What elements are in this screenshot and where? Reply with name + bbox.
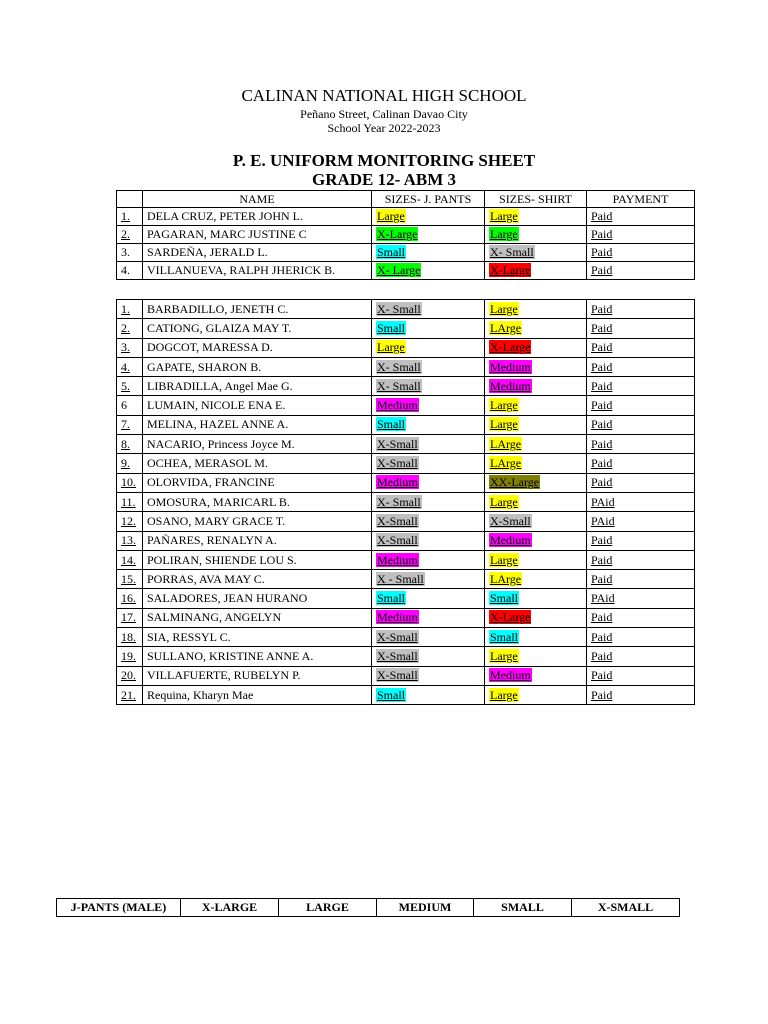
row-number-cell (117, 570, 143, 589)
payment-status-cell (587, 512, 695, 531)
payment-status-cell (587, 685, 695, 704)
pants-size-cell (372, 396, 485, 415)
student-name: PAGARAN, MARC JUSTINE C (147, 227, 307, 241)
pants-size-cell (372, 550, 485, 569)
student-name: MELINA, HAZEL ANNE A. (147, 417, 289, 432)
row-number-cell (117, 589, 143, 608)
payment-status-cell (587, 531, 695, 550)
table-row (117, 435, 695, 454)
student-name-cell (143, 666, 372, 685)
row-number-cell (117, 628, 143, 647)
student-name-cell (143, 226, 372, 244)
payment-status: Paid (591, 417, 613, 432)
table-row (117, 531, 695, 550)
summary-label-pants-male: J-PANTS (MALE) (57, 899, 181, 917)
row-number: 6 (121, 398, 127, 413)
pants-size: X- Small (377, 494, 421, 509)
payment-status: Paid (591, 610, 613, 625)
header-number (117, 191, 143, 208)
table-row (117, 244, 695, 262)
shirt-size-cell (485, 226, 587, 244)
pants-size-cell (372, 338, 485, 357)
table-row (117, 608, 695, 627)
row-number: 4. (121, 359, 130, 374)
pants-size: Small (377, 320, 406, 335)
payment-status: PAid (591, 591, 615, 606)
pants-size: Small (377, 591, 406, 606)
pants-size-cell (372, 589, 485, 608)
pants-size: Small (377, 245, 406, 259)
shirt-size: X-Large (490, 340, 531, 355)
table-row (117, 415, 695, 434)
shirt-size-cell (485, 454, 587, 473)
row-number: 11. (121, 494, 136, 509)
student-name-cell (143, 685, 372, 704)
shirt-size: LArge (490, 320, 522, 335)
table-row (117, 685, 695, 704)
table-row (117, 589, 695, 608)
pants-size-cell (372, 435, 485, 454)
pants-size-cell (372, 666, 485, 685)
student-name: LUMAIN, NICOLE ENA E. (147, 398, 286, 413)
payment-status: Paid (591, 340, 613, 355)
row-number-cell (117, 338, 143, 357)
student-name: CATIONG, GLAIZA MAY T. (147, 320, 292, 335)
student-name-cell (143, 377, 372, 396)
pants-size: X- Small (377, 378, 421, 393)
student-name: BARBADILLO, JENETH C. (147, 301, 289, 316)
school-year: School Year 2022-2023 (327, 121, 441, 135)
pants-size: X-Small (377, 436, 418, 451)
pants-summary-table (56, 898, 680, 917)
table-row (117, 319, 695, 338)
table-row (117, 454, 695, 473)
payment-status: Paid (591, 533, 613, 548)
header-payment: PAYMENT (587, 191, 695, 208)
pants-size-cell (372, 608, 485, 627)
student-name-cell (143, 512, 372, 531)
shirt-size-cell (485, 512, 587, 531)
student-name-cell (143, 473, 372, 492)
pants-size-cell (372, 492, 485, 511)
pants-size-cell (372, 512, 485, 531)
student-name-cell (143, 589, 372, 608)
student-name: PAÑARES, RENALYN A. (147, 533, 277, 548)
payment-status: Paid (591, 301, 613, 316)
payment-status: PAid (591, 513, 615, 528)
student-name: VILLAFUERTE, RUBELYN P. (147, 668, 301, 683)
payment-status-cell (587, 208, 695, 226)
pants-size-cell (372, 244, 485, 262)
payment-status: Paid (591, 227, 613, 241)
student-name: OCHEA, MERASOL M. (147, 456, 268, 471)
shirt-size: Large (490, 398, 518, 413)
pants-size: X- Small (377, 301, 421, 316)
student-name: POLIRAN, SHIENDE LOU S. (147, 552, 297, 567)
pants-size: X- Large (377, 263, 421, 277)
shirt-size-cell (485, 550, 587, 569)
shirt-size: Large (490, 687, 518, 702)
summary-label-medium: MEDIUM (377, 899, 474, 917)
grade-section: GRADE 12- ABM 3 (311, 170, 457, 189)
pants-size: X-Small (377, 668, 418, 683)
table-row (117, 550, 695, 569)
shirt-size-cell (485, 262, 587, 280)
payment-status-cell (587, 550, 695, 569)
student-name-cell (143, 492, 372, 511)
pants-size-cell (372, 208, 485, 226)
summary-label-small: SMALL (474, 899, 572, 917)
payment-status: Paid (591, 629, 613, 644)
shirt-size-cell (485, 319, 587, 338)
table-row (117, 512, 695, 531)
student-name-cell (143, 262, 372, 280)
pants-size: Medium (377, 475, 418, 490)
student-name-cell (143, 570, 372, 589)
student-name-cell (143, 454, 372, 473)
shirt-size-cell (485, 628, 587, 647)
student-name: LIBRADILLA, Angel Mae G. (147, 378, 293, 393)
pants-size-cell (372, 415, 485, 434)
shirt-size-cell (485, 244, 587, 262)
payment-status-cell (587, 666, 695, 685)
table-row (117, 357, 695, 376)
payment-status: Paid (591, 475, 613, 490)
shirt-size-cell (485, 608, 587, 627)
student-name: SULLANO, KRISTINE ANNE A. (147, 648, 314, 663)
payment-status-cell (587, 647, 695, 666)
pants-size: Large (377, 209, 405, 223)
student-name-cell (143, 647, 372, 666)
row-number: 1. (121, 209, 130, 223)
table-row (117, 377, 695, 396)
row-number: 8. (121, 436, 130, 451)
student-name: GAPATE, SHARON B. (147, 359, 262, 374)
table-row (117, 396, 695, 415)
row-number-cell (117, 647, 143, 666)
pants-size-cell (372, 647, 485, 666)
row-number: 3. (121, 340, 130, 355)
payment-status-cell (587, 300, 695, 319)
pants-size: X-Large (377, 227, 418, 241)
shirt-size: X- Small (490, 245, 534, 259)
student-name-cell (143, 531, 372, 550)
shirt-size: X-Small (490, 513, 531, 528)
shirt-size-cell (485, 377, 587, 396)
row-number-cell (117, 608, 143, 627)
pants-size: Medium (377, 398, 418, 413)
row-number-cell (117, 473, 143, 492)
payment-status: Paid (591, 245, 613, 259)
row-number-cell (117, 208, 143, 226)
shirt-size: Large (490, 494, 518, 509)
sheet-title: P. E. UNIFORM MONITORING SHEET (232, 151, 536, 170)
shirt-size-cell (485, 531, 587, 550)
table-row (117, 226, 695, 244)
table-row (117, 647, 695, 666)
student-name: PORRAS, AVA MAY C. (147, 571, 265, 586)
payment-status: Paid (591, 320, 613, 335)
student-name-cell (143, 396, 372, 415)
school-address: Peñano Street, Calinan Davao City (300, 107, 468, 121)
student-name: SARDEÑA, JERALD L. (147, 245, 268, 259)
shirt-size-cell (485, 473, 587, 492)
row-number: 10. (121, 475, 136, 490)
payment-status-cell (587, 570, 695, 589)
student-name: DOGCOT, MARESSA D. (147, 340, 273, 355)
table-row (117, 492, 695, 511)
payment-status-cell (587, 415, 695, 434)
student-name-cell (143, 244, 372, 262)
shirt-size: LArge (490, 456, 522, 471)
student-name: OMOSURA, MARICARL B. (147, 494, 290, 509)
row-number-cell (117, 550, 143, 569)
student-name: SALADORES, JEAN HURANO (147, 591, 308, 606)
payment-status: Paid (591, 552, 613, 567)
shirt-size-cell (485, 208, 587, 226)
row-number: 16. (121, 591, 136, 606)
row-number-cell (117, 357, 143, 376)
shirt-size-cell (485, 435, 587, 454)
payment-status-cell (587, 628, 695, 647)
shirt-size: Medium (490, 533, 531, 548)
student-name-cell (143, 608, 372, 627)
table-row (117, 338, 695, 357)
row-number: 20. (121, 668, 136, 683)
shirt-size: Small (490, 629, 519, 644)
row-number-cell (117, 666, 143, 685)
row-number: 18. (121, 629, 136, 644)
shirt-size: Medium (490, 378, 531, 393)
payment-status: Paid (591, 687, 613, 702)
row-number-cell (117, 377, 143, 396)
pants-size-cell (372, 685, 485, 704)
student-name: VILLANUEVA, RALPH JHERICK B. (147, 263, 336, 277)
table-header-row (117, 191, 695, 208)
pants-size: Small (377, 417, 406, 432)
shirt-size-cell (485, 647, 587, 666)
pants-size: X- Small (377, 359, 421, 374)
payment-status: Paid (591, 359, 613, 374)
row-number: 21. (121, 687, 136, 702)
pants-size: X-Small (377, 629, 418, 644)
payment-status: Paid (591, 456, 613, 471)
student-name: Requina, Kharyn Mae (147, 687, 254, 702)
table-row (117, 300, 695, 319)
shirt-size: Large (490, 552, 518, 567)
payment-status-cell (587, 377, 695, 396)
payment-status-cell (587, 396, 695, 415)
shirt-size: Medium (490, 668, 531, 683)
row-number: 2. (121, 227, 130, 241)
row-number-cell (117, 531, 143, 550)
row-number-cell (117, 396, 143, 415)
row-number: 1. (121, 301, 130, 316)
shirt-size: Small (490, 591, 519, 606)
shirt-size: Large (490, 209, 518, 223)
student-name-cell (143, 208, 372, 226)
payment-status-cell (587, 319, 695, 338)
row-number: 17. (121, 610, 136, 625)
pants-size-cell (372, 300, 485, 319)
summary-label-x-small: X-SMALL (572, 899, 680, 917)
shirt-size: Medium (490, 359, 531, 374)
shirt-size-cell (485, 300, 587, 319)
payment-status: Paid (591, 263, 613, 277)
table-row (117, 208, 695, 226)
student-name: NACARIO, Princess Joyce M. (147, 436, 295, 451)
row-number-cell (117, 300, 143, 319)
payment-status-cell (587, 262, 695, 280)
row-number-cell (117, 454, 143, 473)
student-name-cell (143, 435, 372, 454)
pants-size-cell (372, 531, 485, 550)
shirt-size-cell (485, 685, 587, 704)
shirt-size: Large (490, 417, 518, 432)
table-row (117, 473, 695, 492)
row-number: 5. (121, 378, 130, 393)
pants-size: X-Small (377, 513, 418, 528)
pants-size-cell (372, 262, 485, 280)
shirt-size: LArge (490, 436, 522, 451)
payment-status-cell (587, 492, 695, 511)
row-number-cell (117, 492, 143, 511)
shirt-size-cell (485, 357, 587, 376)
row-number-cell (117, 512, 143, 531)
pants-size-cell (372, 454, 485, 473)
student-name: SIA, RESSYL C. (147, 629, 231, 644)
pants-size: X - Small (377, 571, 424, 586)
male-students-body (117, 208, 695, 280)
pants-size: X-Small (377, 648, 418, 663)
pants-size-cell (372, 357, 485, 376)
female-students-body (117, 300, 695, 705)
row-number: 3. (121, 245, 130, 259)
student-name: OLORVIDA, FRANCINE (147, 475, 275, 490)
shirt-size-cell (485, 338, 587, 357)
row-number: 13. (121, 533, 136, 548)
row-number-cell (117, 244, 143, 262)
table-row (117, 628, 695, 647)
row-number: 9. (121, 456, 130, 471)
shirt-size: Large (490, 301, 518, 316)
pants-size: Large (377, 340, 405, 355)
row-number-cell (117, 226, 143, 244)
payment-status: Paid (591, 571, 613, 586)
female-students-table (116, 299, 695, 705)
shirt-size: XX-Large (490, 475, 540, 490)
student-name-cell (143, 319, 372, 338)
payment-status-cell (587, 473, 695, 492)
shirt-size-cell (485, 415, 587, 434)
payment-status-cell (587, 357, 695, 376)
student-name: OSANO, MARY GRACE T. (147, 513, 286, 528)
pants-size: Small (377, 687, 406, 702)
shirt-size-cell (485, 396, 587, 415)
row-number: 7. (121, 417, 130, 432)
header-pants-size: SIZES- J. PANTS (372, 191, 485, 208)
payment-status: PAid (591, 494, 615, 509)
shirt-size-cell (485, 666, 587, 685)
pants-size: Medium (377, 552, 418, 567)
shirt-size: X-Large (490, 610, 531, 625)
pants-size-cell (372, 377, 485, 396)
student-name-cell (143, 300, 372, 319)
payment-status: Paid (591, 436, 613, 451)
table-row (117, 666, 695, 685)
student-name-cell (143, 338, 372, 357)
row-number: 19. (121, 648, 136, 663)
shirt-size: Large (490, 227, 518, 241)
summary-row (57, 899, 680, 917)
shirt-size-cell (485, 570, 587, 589)
summary-label-large: LARGE (279, 899, 377, 917)
row-number: 15. (121, 571, 136, 586)
pants-size-cell (372, 570, 485, 589)
student-name-cell (143, 550, 372, 569)
pants-size: Medium (377, 610, 418, 625)
payment-status: Paid (591, 209, 613, 223)
row-number: 12. (121, 513, 136, 528)
row-number: 4. (121, 263, 130, 277)
pants-size: X-Small (377, 533, 418, 548)
school-name: CALINAN NATIONAL HIGH SCHOOL (241, 86, 527, 105)
student-name-cell (143, 357, 372, 376)
shirt-size: LArge (490, 571, 522, 586)
shirt-size: Large (490, 648, 518, 663)
student-name: SALMINANG, ANGELYN (147, 610, 282, 625)
pants-size-cell (372, 628, 485, 647)
payment-status: Paid (591, 378, 613, 393)
student-name-cell (143, 415, 372, 434)
payment-status: Paid (591, 648, 613, 663)
row-number-cell (117, 685, 143, 704)
payment-status-cell (587, 608, 695, 627)
student-name-cell (143, 628, 372, 647)
payment-status-cell (587, 435, 695, 454)
shirt-size: X-Large (490, 263, 531, 277)
row-number: 2. (121, 320, 130, 335)
pants-size: X-Small (377, 456, 418, 471)
table-row (117, 262, 695, 280)
shirt-size-cell (485, 492, 587, 511)
male-students-table (116, 190, 695, 280)
payment-status-cell (587, 226, 695, 244)
pants-size-cell (372, 226, 485, 244)
row-number-cell (117, 319, 143, 338)
row-number-cell (117, 262, 143, 280)
row-number-cell (117, 435, 143, 454)
table-row (117, 570, 695, 589)
row-number-cell (117, 415, 143, 434)
payment-status-cell (587, 338, 695, 357)
header-name: NAME (143, 191, 372, 208)
pants-size-cell (372, 473, 485, 492)
payment-status-cell (587, 589, 695, 608)
summary-label-x-large: X-LARGE (181, 899, 279, 917)
payment-status-cell (587, 244, 695, 262)
student-name: DELA CRUZ, PETER JOHN L. (147, 209, 303, 223)
row-number: 14. (121, 552, 136, 567)
shirt-size-cell (485, 589, 587, 608)
pants-size-cell (372, 319, 485, 338)
payment-status: Paid (591, 398, 613, 413)
payment-status-cell (587, 454, 695, 473)
payment-status: Paid (591, 668, 613, 683)
header-shirt-size: SIZES- SHIRT (485, 191, 587, 208)
